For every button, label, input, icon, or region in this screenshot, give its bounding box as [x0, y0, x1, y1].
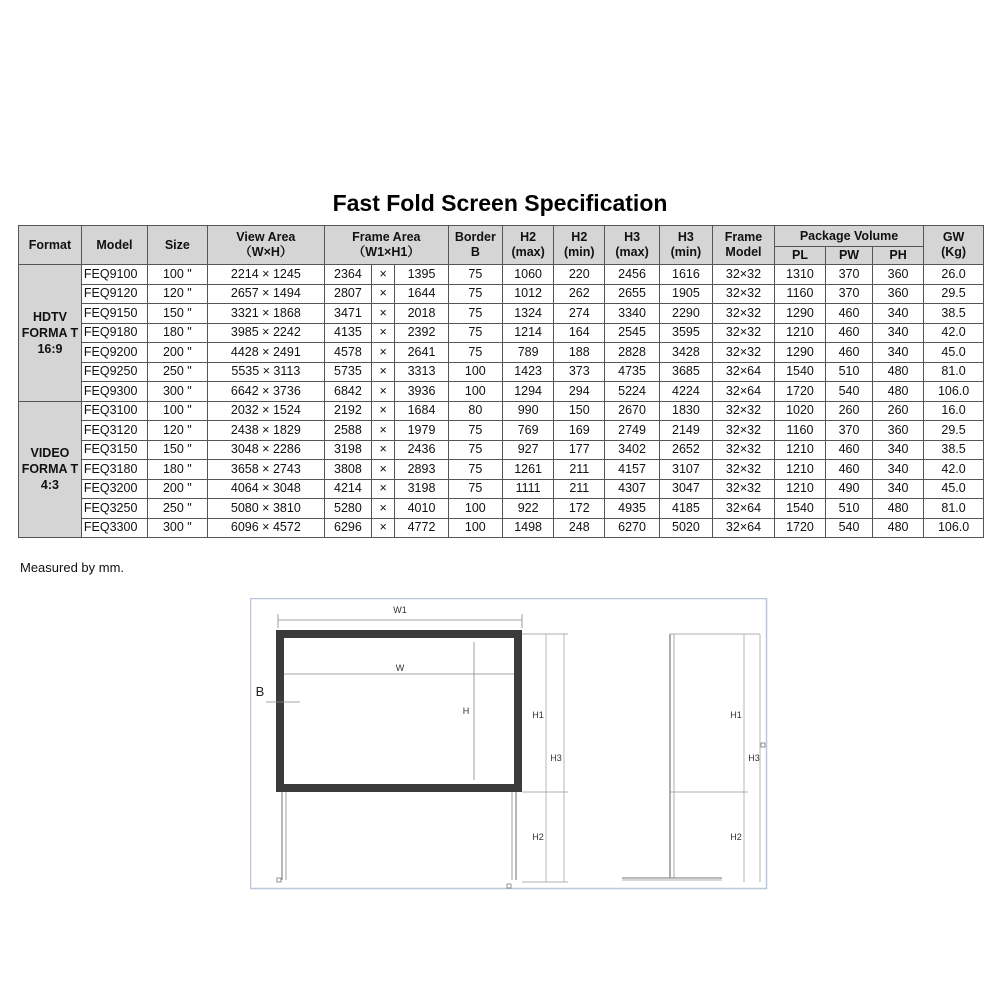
table-cell: 250 ": [148, 362, 208, 382]
table-row: [19, 460, 984, 480]
table-cell: 150 ": [148, 440, 208, 460]
table-cell: 1395: [395, 265, 448, 285]
table-cell: 260: [826, 401, 873, 421]
header-h2-max: [503, 226, 554, 265]
header-frame-area-sub: （W1×H1）: [352, 245, 420, 259]
model-cell: FEQ9300: [81, 382, 147, 402]
table-cell: ×: [371, 518, 394, 538]
table-cell: 4135: [324, 323, 371, 343]
table-cell: 294: [554, 382, 605, 402]
table-cell: ×: [371, 440, 394, 460]
table-cell: 1830: [659, 401, 712, 421]
table-cell: 4578: [324, 343, 371, 363]
table-cell: 1616: [659, 265, 712, 285]
table-cell: ×: [371, 323, 394, 343]
table-cell: 32×32: [713, 479, 775, 499]
table-cell: 1214: [503, 323, 554, 343]
table-cell: 250 ": [148, 499, 208, 519]
header-view-area: [207, 226, 324, 265]
table-cell: 4010: [395, 499, 448, 519]
table-cell: 81.0: [924, 499, 984, 519]
table-cell: 4064 × 3048: [207, 479, 324, 499]
page-title: Fast Fold Screen Specification: [332, 190, 668, 216]
table-row: [19, 421, 984, 441]
table-cell: 510: [826, 362, 873, 382]
table-cell: ×: [371, 304, 394, 324]
header-gw-sub: (Kg): [941, 245, 967, 259]
header-view-area-sub: （W×H）: [239, 245, 293, 259]
table-cell: 1684: [395, 401, 448, 421]
table-cell: 2545: [605, 323, 659, 343]
header-h2min-top: H2: [571, 230, 588, 244]
table-cell: 480: [872, 362, 923, 382]
table-cell: 32×32: [713, 440, 775, 460]
table-cell: 16.0: [924, 401, 984, 421]
table-row: [19, 284, 984, 304]
table-cell: 169: [554, 421, 605, 441]
model-cell: FEQ3100: [81, 401, 147, 421]
table-cell: 1111: [503, 479, 554, 499]
table-cell: 927: [503, 440, 554, 460]
table-cell: 150: [554, 401, 605, 421]
model-cell: FEQ9150: [81, 304, 147, 324]
table-cell: 32×64: [713, 499, 775, 519]
table-cell: 106.0: [924, 518, 984, 538]
table-cell: 1261: [503, 460, 554, 480]
header-gw: [924, 226, 984, 265]
table-cell: 2670: [605, 401, 659, 421]
table-cell: 5080 × 3810: [207, 499, 324, 519]
table-cell: ×: [371, 499, 394, 519]
table-cell: 1540: [774, 362, 825, 382]
table-cell: 188: [554, 343, 605, 363]
table-cell: 2018: [395, 304, 448, 324]
table-cell: 2657 × 1494: [207, 284, 324, 304]
table-cell: 3428: [659, 343, 712, 363]
table-cell: 32×32: [713, 421, 775, 441]
table-cell: 4307: [605, 479, 659, 499]
table-cell: 1644: [395, 284, 448, 304]
format-cell: HDTV FORMA T 16:9: [19, 265, 82, 402]
table-cell: 4772: [395, 518, 448, 538]
b-label: B: [255, 684, 265, 699]
table-cell: 2438 × 1829: [207, 421, 324, 441]
header-frame-model-top: Frame: [724, 230, 763, 244]
table-cell: 3313: [395, 362, 448, 382]
header-h3-max: [605, 226, 659, 265]
table-cell: 1210: [774, 440, 825, 460]
model-cell: FEQ9180: [81, 323, 147, 343]
model-cell: FEQ3200: [81, 479, 147, 499]
table-cell: 100: [448, 362, 502, 382]
table-cell: 480: [872, 518, 923, 538]
table-cell: 1310: [774, 265, 825, 285]
table-cell: 1210: [774, 460, 825, 480]
table-cell: 490: [826, 479, 873, 499]
table-cell: 922: [503, 499, 554, 519]
table-cell: 172: [554, 499, 605, 519]
table-cell: 75: [448, 304, 502, 324]
h2-label: H2: [532, 832, 544, 842]
w-label: W: [395, 663, 405, 673]
table-cell: 1020: [774, 401, 825, 421]
table-cell: 1210: [774, 323, 825, 343]
table-cell: 42.0: [924, 460, 984, 480]
header-border: [448, 226, 502, 265]
table-cell: 3198: [395, 479, 448, 499]
table-cell: 32×64: [713, 382, 775, 402]
table-cell: ×: [371, 343, 394, 363]
table-cell: 1294: [503, 382, 554, 402]
table-cell: 120 ": [148, 284, 208, 304]
model-cell: FEQ3300: [81, 518, 147, 538]
table-cell: 100 ": [148, 265, 208, 285]
table-cell: 2807: [324, 284, 371, 304]
table-cell: 106.0: [924, 382, 984, 402]
table-cell: 4185: [659, 499, 712, 519]
table-cell: 540: [826, 382, 873, 402]
table-cell: 262: [554, 284, 605, 304]
table-cell: 3658 × 2743: [207, 460, 324, 480]
table-cell: 340: [872, 323, 923, 343]
table-cell: 510: [826, 499, 873, 519]
table-cell: 32×32: [713, 343, 775, 363]
header-border-sub: B: [470, 245, 480, 259]
spec-table-body: [19, 265, 984, 538]
table-cell: 4735: [605, 362, 659, 382]
table-cell: 75: [448, 440, 502, 460]
table-cell: 789: [503, 343, 554, 363]
table-cell: 1423: [503, 362, 554, 382]
table-cell: 4214: [324, 479, 371, 499]
table-cell: ×: [371, 362, 394, 382]
table-cell: 4935: [605, 499, 659, 519]
table-cell: ×: [371, 401, 394, 421]
table-cell: 211: [554, 479, 605, 499]
table-cell: ×: [371, 284, 394, 304]
h1-label: H1: [532, 710, 544, 720]
table-cell: 81.0: [924, 362, 984, 382]
table-cell: 2364: [324, 265, 371, 285]
header-h3max-sub: (max): [615, 245, 649, 259]
diagram-frame: [251, 599, 767, 889]
table-cell: 1720: [774, 382, 825, 402]
table-cell: 3048 × 2286: [207, 440, 324, 460]
table-cell: 1290: [774, 304, 825, 324]
header-frame-area-top: Frame Area: [352, 230, 421, 244]
table-cell: 3107: [659, 460, 712, 480]
table-row: [19, 382, 984, 402]
table-cell: 2436: [395, 440, 448, 460]
table-cell: 120 ": [148, 421, 208, 441]
table-cell: 3402: [605, 440, 659, 460]
h-label: H: [462, 706, 470, 716]
table-cell: 3936: [395, 382, 448, 402]
table-cell: 2192: [324, 401, 371, 421]
table-cell: 32×32: [713, 401, 775, 421]
model-cell: FEQ9120: [81, 284, 147, 304]
table-cell: 100: [448, 499, 502, 519]
table-cell: 5224: [605, 382, 659, 402]
table-cell: 1210: [774, 479, 825, 499]
table-cell: 100: [448, 518, 502, 538]
table-cell: 2149: [659, 421, 712, 441]
table-cell: 75: [448, 323, 502, 343]
table-cell: 370: [826, 265, 873, 285]
table-cell: 32×64: [713, 518, 775, 538]
table-cell: 274: [554, 304, 605, 324]
table-row: [19, 304, 984, 324]
table-cell: ×: [371, 421, 394, 441]
table-cell: 100: [448, 382, 502, 402]
header-size: Size: [148, 226, 208, 265]
table-cell: 2655: [605, 284, 659, 304]
header-border-top: Border: [454, 230, 496, 244]
side-h1-label: H1: [730, 710, 742, 720]
table-cell: 340: [872, 304, 923, 324]
table-cell: 373: [554, 362, 605, 382]
table-row: [19, 518, 984, 538]
header-h3-min: [659, 226, 712, 265]
table-cell: 6270: [605, 518, 659, 538]
w1-label: W1: [393, 605, 407, 615]
table-cell: 26.0: [924, 265, 984, 285]
table-cell: 460: [826, 304, 873, 324]
table-cell: 5020: [659, 518, 712, 538]
table-cell: 75: [448, 265, 502, 285]
table-cell: 75: [448, 479, 502, 499]
table-row: [19, 401, 984, 421]
table-cell: 260: [872, 401, 923, 421]
table-cell: 1060: [503, 265, 554, 285]
table-cell: ×: [371, 460, 394, 480]
table-cell: 3685: [659, 362, 712, 382]
table-cell: 2290: [659, 304, 712, 324]
table-cell: 2828: [605, 343, 659, 363]
table-cell: 45.0: [924, 479, 984, 499]
spec-table: [18, 225, 984, 538]
table-cell: 360: [872, 421, 923, 441]
table-row: [19, 362, 984, 382]
table-cell: 4428 × 2491: [207, 343, 324, 363]
table-cell: 32×32: [713, 304, 775, 324]
table-cell: 100 ": [148, 401, 208, 421]
table-cell: 2456: [605, 265, 659, 285]
table-cell: 5735: [324, 362, 371, 382]
table-cell: 200 ": [148, 343, 208, 363]
table-cell: 1498: [503, 518, 554, 538]
table-cell: 75: [448, 284, 502, 304]
model-cell: FEQ3150: [81, 440, 147, 460]
table-cell: 769: [503, 421, 554, 441]
header-ph: PH: [872, 247, 923, 265]
header-h3max-top: H3: [624, 230, 641, 244]
table-cell: 3340: [605, 304, 659, 324]
header-format: Format: [19, 226, 82, 265]
table-cell: 2588: [324, 421, 371, 441]
table-cell: 150 ": [148, 304, 208, 324]
table-cell: 6842: [324, 382, 371, 402]
model-cell: FEQ3120: [81, 421, 147, 441]
header-h2min-sub: (min): [564, 245, 595, 259]
header-h3min-sub: (min): [670, 245, 702, 259]
table-cell: 1160: [774, 421, 825, 441]
table-cell: 1012: [503, 284, 554, 304]
table-cell: ×: [371, 382, 394, 402]
table-cell: 1324: [503, 304, 554, 324]
table-cell: 32×64: [713, 362, 775, 382]
table-cell: ×: [371, 265, 394, 285]
screen-diagram: [250, 598, 770, 890]
table-cell: 3985 × 2242: [207, 323, 324, 343]
table-cell: 2652: [659, 440, 712, 460]
table-cell: 540: [826, 518, 873, 538]
table-cell: 2214 × 1245: [207, 265, 324, 285]
h3-label: H3: [550, 753, 562, 763]
table-cell: 3595: [659, 323, 712, 343]
table-cell: 340: [872, 440, 923, 460]
table-cell: 360: [872, 265, 923, 285]
header-frame-model: [713, 226, 775, 265]
table-cell: 32×32: [713, 460, 775, 480]
table-cell: 75: [448, 421, 502, 441]
table-cell: 42.0: [924, 323, 984, 343]
header-frame-model-sub: Model: [725, 245, 762, 259]
table-cell: 180 ": [148, 323, 208, 343]
table-cell: 3047: [659, 479, 712, 499]
table-cell: 6296: [324, 518, 371, 538]
table-cell: 38.5: [924, 440, 984, 460]
header-h2max-sub: (max): [511, 245, 545, 259]
table-cell: 480: [872, 382, 923, 402]
table-cell: 200 ": [148, 479, 208, 499]
table-cell: 180 ": [148, 460, 208, 480]
table-cell: 1720: [774, 518, 825, 538]
table-cell: 480: [872, 499, 923, 519]
header-h2max-top: H2: [520, 230, 537, 244]
table-cell: 211: [554, 460, 605, 480]
header-frame-area: [324, 226, 448, 265]
side-h2-label: H2: [730, 832, 742, 842]
table-row: [19, 323, 984, 343]
header-package-volume: Package Volume: [774, 226, 923, 247]
table-cell: 370: [826, 284, 873, 304]
table-cell: 3198: [324, 440, 371, 460]
table-cell: 1290: [774, 343, 825, 363]
header-pw: PW: [826, 247, 873, 265]
header-row: [19, 226, 984, 247]
header-view-area-top: View Area: [236, 230, 296, 244]
table-cell: 248: [554, 518, 605, 538]
header-model: Model: [81, 226, 147, 265]
table-cell: 177: [554, 440, 605, 460]
table-cell: 990: [503, 401, 554, 421]
table-cell: 75: [448, 343, 502, 363]
header-pl: PL: [774, 247, 825, 265]
table-cell: 3471: [324, 304, 371, 324]
table-cell: 460: [826, 460, 873, 480]
table-cell: 220: [554, 265, 605, 285]
model-cell: FEQ3180: [81, 460, 147, 480]
model-cell: FEQ9250: [81, 362, 147, 382]
header-h2-min: [554, 226, 605, 265]
table-cell: 29.5: [924, 421, 984, 441]
table-row: [19, 499, 984, 519]
model-cell: FEQ9200: [81, 343, 147, 363]
table-cell: 45.0: [924, 343, 984, 363]
table-cell: 300 ": [148, 518, 208, 538]
table-cell: 340: [872, 479, 923, 499]
table-cell: 340: [872, 343, 923, 363]
table-cell: 2032 × 1524: [207, 401, 324, 421]
table-row: [19, 440, 984, 460]
model-cell: FEQ3250: [81, 499, 147, 519]
table-cell: 4157: [605, 460, 659, 480]
table-cell: 75: [448, 460, 502, 480]
table-cell: 370: [826, 421, 873, 441]
table-cell: 360: [872, 284, 923, 304]
table-cell: 460: [826, 323, 873, 343]
table-cell: 1905: [659, 284, 712, 304]
table-cell: 80: [448, 401, 502, 421]
table-cell: 300 ": [148, 382, 208, 402]
table-row: [19, 479, 984, 499]
table-cell: 2749: [605, 421, 659, 441]
table-cell: 6642 × 3736: [207, 382, 324, 402]
header-h3min-top: H3: [677, 230, 694, 244]
table-cell: 2893: [395, 460, 448, 480]
table-cell: 38.5: [924, 304, 984, 324]
table-cell: 3321 × 1868: [207, 304, 324, 324]
model-cell: FEQ9100: [81, 265, 147, 285]
table-cell: 1979: [395, 421, 448, 441]
table-cell: 32×32: [713, 284, 775, 304]
table-cell: 1160: [774, 284, 825, 304]
format-cell: VIDEO FORMA T 4:3: [19, 401, 82, 538]
table-cell: 29.5: [924, 284, 984, 304]
table-cell: 2641: [395, 343, 448, 363]
table-cell: 1540: [774, 499, 825, 519]
table-cell: 460: [826, 440, 873, 460]
header-gw-top: GW: [942, 230, 965, 244]
table-cell: ×: [371, 479, 394, 499]
table-cell: 460: [826, 343, 873, 363]
table-cell: 164: [554, 323, 605, 343]
table-cell: 340: [872, 460, 923, 480]
table-cell: 5280: [324, 499, 371, 519]
side-h3-label: H3: [748, 753, 760, 763]
table-row: [19, 343, 984, 363]
table-cell: 32×32: [713, 265, 775, 285]
measurement-note: Measured by mm.: [20, 560, 125, 575]
table-cell: 32×32: [713, 323, 775, 343]
table-cell: 6096 × 4572: [207, 518, 324, 538]
table-row: [19, 265, 984, 285]
table-cell: 3808: [324, 460, 371, 480]
table-cell: 5535 × 3113: [207, 362, 324, 382]
table-cell: 2392: [395, 323, 448, 343]
table-cell: 4224: [659, 382, 712, 402]
